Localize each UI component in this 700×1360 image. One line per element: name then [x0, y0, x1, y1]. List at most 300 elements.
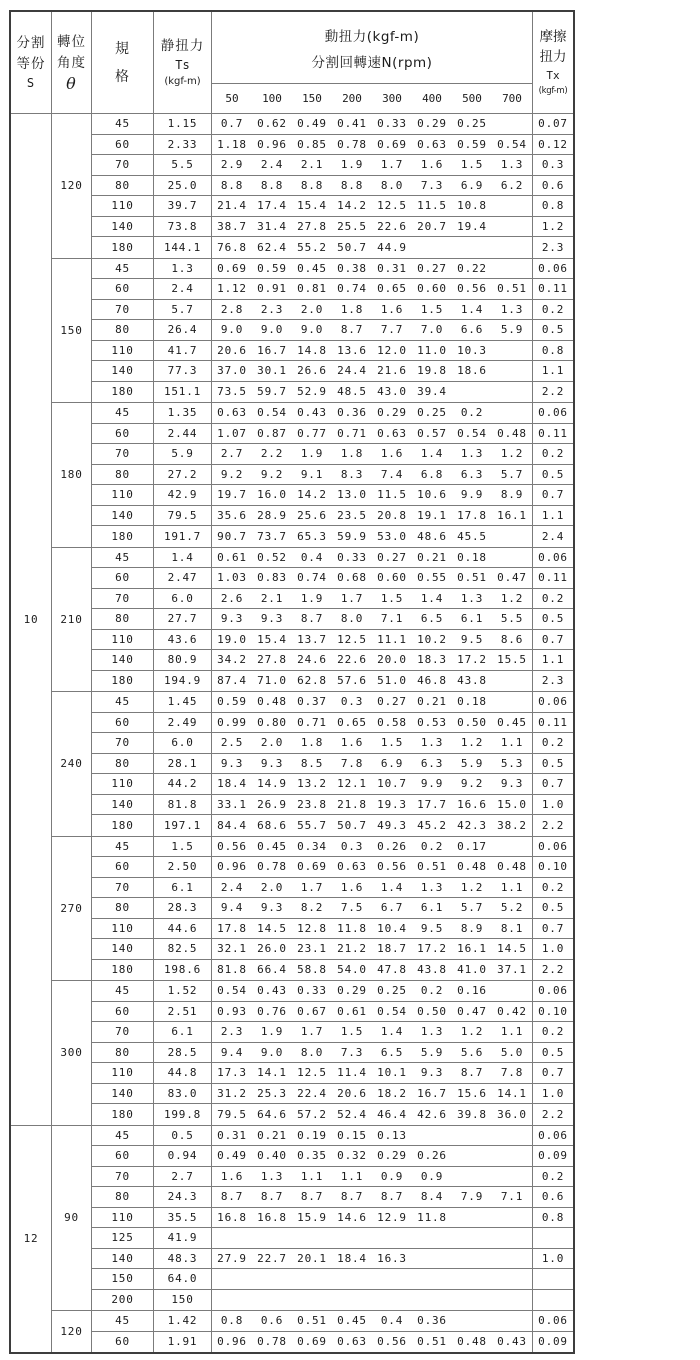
index-angle-cell: 210	[52, 548, 92, 692]
dynamic-torque-value: 7.1	[380, 612, 404, 626]
spec-cell: 45	[92, 548, 154, 568]
dynamic-torque-value: 1.6	[340, 880, 364, 894]
spec-cell: 180	[92, 526, 154, 547]
dynamic-torque-value: 59.9	[337, 529, 367, 543]
spec-cell: 45	[92, 1126, 154, 1146]
dynamic-torque-value: 1.1	[500, 1025, 524, 1039]
dynamic-torque-value: 9.3	[260, 901, 284, 915]
dynamic-torque-value: 0.57	[417, 426, 447, 440]
friction-torque-cell: 0.5	[541, 901, 565, 915]
friction-torque-cell: 0.7	[541, 632, 565, 646]
friction-torque-cell: 0.06	[538, 695, 568, 709]
table-row	[92, 1063, 573, 1084]
dynamic-torque-value: 1.9	[260, 1025, 284, 1039]
dynamic-torque-value: 9.5	[460, 632, 484, 646]
dynamic-torque-value: 7.4	[380, 467, 404, 481]
friction-torque-cell: 2.3	[541, 674, 565, 688]
dynamic-torque-value: 10.8	[457, 199, 487, 213]
spec-cell: 60	[92, 1002, 154, 1022]
dynamic-torque-value: 31.4	[257, 219, 287, 233]
table-row	[92, 754, 573, 775]
dynamic-torque-value: 0.45	[257, 839, 287, 853]
angle-group	[52, 837, 573, 982]
dynamic-torque-value: 1.7	[300, 1025, 324, 1039]
dynamic-torque-value: 90.7	[217, 529, 247, 543]
dynamic-torque-value: 0.51	[297, 1314, 327, 1328]
dynamic-torque-value: 1.4	[380, 880, 404, 894]
dynamic-torque-value: 9.4	[220, 1045, 244, 1059]
dynamic-torque-value: 73.7	[257, 529, 287, 543]
table-row	[92, 1084, 573, 1105]
header-dynamic-torque	[212, 12, 533, 113]
dynamic-torque-cell	[212, 650, 533, 670]
header-static-torque-title: 静扭力	[160, 37, 205, 54]
dynamic-torque-value: 12.5	[377, 199, 407, 213]
dynamic-torque-cell	[212, 671, 533, 692]
dynamic-torque-value: 0.3	[340, 695, 364, 709]
friction-torque-cell: 2.2	[541, 818, 565, 832]
dynamic-torque-value: 1.3	[420, 1025, 444, 1039]
dynamic-torque-value: 5.7	[500, 467, 524, 481]
dynamic-torque-value: 0.29	[337, 984, 367, 998]
dynamic-torque-value: 43.0	[377, 385, 407, 399]
friction-torque-cell: 0.8	[541, 343, 565, 357]
static-torque-cell: 28.3	[154, 898, 212, 918]
static-torque-cell: 77.3	[154, 361, 212, 381]
spec-cell: 110	[92, 485, 154, 505]
static-torque-cell: 1.52	[154, 981, 212, 1001]
header-division-line2: 等份	[16, 55, 46, 72]
dynamic-torque-value: 0.49	[297, 117, 327, 131]
dynamic-torque-value: 0.26	[417, 1149, 447, 1163]
dynamic-torque-cell	[212, 919, 533, 939]
dynamic-torque-value: 22.4	[297, 1086, 327, 1100]
index-angle-cell: 180	[52, 403, 92, 547]
dynamic-torque-value: 0.38	[337, 261, 367, 275]
spec-cell: 140	[92, 217, 154, 237]
dynamic-torque-value: 11.8	[337, 921, 367, 935]
dynamic-torque-value: 1.5	[380, 736, 404, 750]
dynamic-torque-value: 9.3	[220, 612, 244, 626]
dynamic-torque-value: 25.5	[337, 219, 367, 233]
dynamic-torque-value: 5.6	[460, 1045, 484, 1059]
dynamic-torque-value: 20.1	[297, 1251, 327, 1265]
table-row	[92, 485, 573, 506]
dynamic-torque-cell	[212, 713, 533, 733]
dynamic-torque-value: 11.8	[417, 1210, 447, 1224]
friction-torque-cell: 0.6	[541, 178, 565, 192]
dynamic-torque-value: 1.9	[300, 591, 324, 605]
spec-cell: 45	[92, 692, 154, 712]
dynamic-torque-value: 2.7	[220, 447, 244, 461]
table-row	[92, 981, 573, 1002]
static-torque-cell: 42.9	[154, 485, 212, 505]
dynamic-torque-value: 1.3	[460, 591, 484, 605]
dynamic-torque-value: 0.51	[417, 860, 447, 874]
table-row	[92, 1187, 573, 1208]
dynamic-torque-cell	[212, 1063, 533, 1083]
dynamic-torque-value: 48.6	[417, 529, 447, 543]
table-row	[92, 114, 573, 135]
dynamic-torque-value: 2.3	[220, 1025, 244, 1039]
dynamic-torque-cell	[212, 878, 533, 898]
table-row	[92, 671, 573, 692]
friction-torque-cell	[533, 1228, 573, 1248]
dynamic-torque-value: 1.2	[500, 447, 524, 461]
dynamic-torque-value: 53.0	[377, 529, 407, 543]
dynamic-torque-value: 0.96	[217, 1335, 247, 1349]
dynamic-torque-value: 1.3	[420, 880, 444, 894]
friction-torque-cell: 0.7	[541, 1066, 565, 1080]
static-torque-cell: 194.9	[154, 671, 212, 692]
friction-torque-cell: 0.2	[541, 302, 565, 316]
static-torque-cell: 5.5	[154, 155, 212, 175]
rpm-column-label: 200	[342, 92, 362, 105]
dynamic-torque-value: 12.1	[337, 777, 367, 791]
dynamic-torque-value: 1.2	[460, 736, 484, 750]
dynamic-torque-value: 38.2	[497, 818, 527, 832]
table-row	[92, 568, 573, 589]
friction-torque-cell: 0.5	[541, 756, 565, 770]
dynamic-torque-cell	[212, 1290, 533, 1311]
dynamic-torque-value: 0.63	[337, 1335, 367, 1349]
static-torque-cell: 48.3	[154, 1249, 212, 1269]
dynamic-torque-value: 42.3	[457, 818, 487, 832]
dynamic-torque-value: 19.7	[217, 488, 247, 502]
dynamic-torque-value: 21.8	[337, 797, 367, 811]
friction-torque-cell: 0.06	[538, 261, 568, 275]
dynamic-torque-value: 49.3	[377, 818, 407, 832]
friction-torque-cell: 0.06	[538, 1314, 568, 1328]
spec-cell: 45	[92, 259, 154, 279]
dynamic-torque-value: 14.8	[297, 343, 327, 357]
spec-cell: 140	[92, 795, 154, 815]
dynamic-torque-value: 0.15	[337, 1128, 367, 1142]
friction-torque-cell: 0.07	[538, 117, 568, 131]
dynamic-torque-value: 59.7	[257, 385, 287, 399]
dynamic-torque-value: 8.9	[460, 921, 484, 935]
friction-torque-cell: 0.7	[541, 488, 565, 502]
angle-group	[52, 403, 573, 548]
static-torque-cell: 82.5	[154, 939, 212, 959]
rpm-column-label: 700	[502, 92, 522, 105]
dynamic-torque-value: 5.9	[500, 323, 524, 337]
static-torque-cell: 2.50	[154, 857, 212, 877]
friction-torque-cell: 0.8	[541, 1210, 565, 1224]
table-row	[92, 919, 573, 940]
dynamic-torque-value: 31.2	[217, 1086, 247, 1100]
dynamic-torque-value: 1.03	[217, 571, 247, 585]
table-row	[92, 259, 573, 280]
dynamic-torque-value: 5.0	[500, 1045, 524, 1059]
dynamic-torque-value: 24.6	[297, 653, 327, 667]
dynamic-torque-value: 41.0	[457, 963, 487, 977]
group-rows	[92, 259, 573, 403]
dynamic-torque-value: 0.48	[497, 860, 527, 874]
friction-torque-cell: 0.11	[538, 282, 568, 296]
friction-torque-cell: 1.1	[541, 364, 565, 378]
dynamic-torque-cell	[212, 176, 533, 196]
spec-cell: 110	[92, 919, 154, 939]
spec-cell: 180	[92, 960, 154, 981]
dynamic-torque-value: 27.8	[297, 219, 327, 233]
dynamic-torque-value: 0.37	[297, 695, 327, 709]
dynamic-torque-value: 0.43	[297, 406, 327, 420]
dynamic-torque-value: 0.41	[337, 117, 367, 131]
dynamic-torque-value: 6.6	[460, 323, 484, 337]
table-row	[92, 815, 573, 836]
static-torque-cell: 6.1	[154, 1022, 212, 1042]
dynamic-torque-value: 0.48	[497, 426, 527, 440]
dynamic-torque-value: 23.1	[297, 942, 327, 956]
dynamic-torque-value: 21.4	[217, 199, 247, 213]
dynamic-torque-value: 1.4	[420, 591, 444, 605]
dynamic-torque-value: 0.96	[257, 137, 287, 151]
dynamic-torque-value: 7.1	[500, 1190, 524, 1204]
dynamic-torque-value: 16.7	[417, 1086, 447, 1100]
dynamic-torque-value: 14.2	[297, 488, 327, 502]
group-rows	[92, 1126, 573, 1311]
dynamic-torque-value: 0.45	[297, 261, 327, 275]
friction-torque-cell: 1.0	[541, 1086, 565, 1100]
static-torque-cell: 83.0	[154, 1084, 212, 1104]
table-row	[92, 1269, 573, 1290]
table-row	[92, 135, 573, 156]
dynamic-torque-cell	[212, 981, 533, 1001]
static-torque-cell: 79.5	[154, 506, 212, 526]
spec-cell: 70	[92, 1022, 154, 1042]
spec-cell: 140	[92, 506, 154, 526]
friction-torque-cell: 0.06	[538, 984, 568, 998]
header-friction-line2: 扭力	[539, 49, 567, 66]
dynamic-torque-value: 1.3	[260, 1169, 284, 1183]
dynamic-torque-value: 13.0	[337, 488, 367, 502]
table-row	[92, 403, 573, 424]
dynamic-torque-value: 10.3	[457, 343, 487, 357]
dynamic-torque-value: 45.2	[417, 818, 447, 832]
dynamic-torque-cell	[212, 424, 533, 444]
dynamic-torque-value: 18.6	[457, 364, 487, 378]
group-rows	[92, 837, 573, 981]
dynamic-torque-value: 0.22	[457, 261, 487, 275]
friction-torque-cell: 0.5	[541, 323, 565, 337]
spec-cell: 110	[92, 630, 154, 650]
dynamic-torque-cell	[212, 1002, 533, 1022]
spec-cell: 45	[92, 1311, 154, 1331]
friction-torque-cell: 0.11	[538, 426, 568, 440]
dynamic-torque-value: 46.4	[377, 1107, 407, 1121]
dynamic-torque-value: 8.7	[380, 1190, 404, 1204]
table-body	[11, 114, 573, 1352]
dynamic-torque-value: 30.1	[257, 364, 287, 378]
spec-cell: 140	[92, 1249, 154, 1269]
group-rows	[92, 981, 573, 1125]
spec-cell: 180	[92, 815, 154, 836]
friction-torque-cell	[533, 1269, 573, 1289]
angle-group	[52, 1311, 573, 1352]
spec-cell: 60	[92, 279, 154, 299]
static-torque-cell: 6.1	[154, 878, 212, 898]
dynamic-torque-value: 0.71	[297, 715, 327, 729]
dynamic-torque-value: 6.3	[420, 756, 444, 770]
friction-torque-cell: 0.10	[538, 1004, 568, 1018]
dynamic-torque-value: 11.4	[337, 1066, 367, 1080]
dynamic-torque-value: 12.0	[377, 343, 407, 357]
dynamic-torque-value: 1.6	[420, 158, 444, 172]
dynamic-torque-cell	[212, 114, 533, 134]
dynamic-torque-value: 16.1	[457, 942, 487, 956]
group-rows	[92, 692, 573, 836]
dynamic-torque-value: 0.59	[257, 261, 287, 275]
header-dynamic-torque-title: 動扭力(kgf-m)	[324, 28, 420, 45]
dynamic-torque-cell	[212, 630, 533, 650]
dynamic-torque-value: 17.3	[217, 1066, 247, 1080]
dynamic-torque-value: 1.1	[340, 1169, 364, 1183]
index-angle-cell: 90	[52, 1126, 92, 1311]
dynamic-torque-value: 0.17	[457, 839, 487, 853]
dynamic-torque-cell	[212, 526, 533, 547]
dynamic-torque-value: 76.8	[217, 240, 247, 254]
dynamic-torque-value: 2.8	[220, 302, 244, 316]
dynamic-torque-value: 1.5	[380, 591, 404, 605]
dynamic-torque-value: 0.9	[380, 1169, 404, 1183]
dynamic-torque-value: 16.0	[257, 488, 287, 502]
dynamic-torque-value: 0.31	[217, 1128, 247, 1142]
dynamic-torque-value: 1.2	[460, 880, 484, 894]
table-row	[92, 630, 573, 651]
dynamic-torque-cell	[212, 837, 533, 857]
spec-cell: 60	[92, 1146, 154, 1166]
dynamic-torque-value: 0.16	[457, 984, 487, 998]
table-row	[92, 898, 573, 919]
dynamic-torque-value: 51.0	[377, 674, 407, 688]
dynamic-torque-value: 2.4	[220, 880, 244, 894]
dynamic-torque-value: 8.7	[340, 323, 364, 337]
spec-cell: 110	[92, 1208, 154, 1228]
dynamic-torque-value: 0.91	[257, 282, 287, 296]
table-row	[92, 341, 573, 362]
dynamic-torque-value: 25.6	[297, 508, 327, 522]
dynamic-torque-value: 2.0	[300, 302, 324, 316]
friction-torque-cell: 0.8	[541, 199, 565, 213]
dynamic-torque-value: 14.1	[497, 1086, 527, 1100]
spec-cell: 60	[92, 857, 154, 877]
dynamic-torque-cell	[212, 589, 533, 609]
static-torque-cell: 44.2	[154, 774, 212, 794]
header-dynamic-torque-titles	[212, 12, 532, 84]
dynamic-torque-value: 42.6	[417, 1107, 447, 1121]
dynamic-torque-value: 9.0	[220, 323, 244, 337]
dynamic-torque-value: 62.8	[297, 674, 327, 688]
table-row	[92, 548, 573, 569]
dynamic-torque-value: 20.6	[217, 343, 247, 357]
group-rows	[92, 548, 573, 692]
dynamic-torque-value: 8.0	[340, 612, 364, 626]
angle-group	[52, 114, 573, 259]
table-row	[92, 1002, 573, 1023]
static-torque-cell: 73.8	[154, 217, 212, 237]
dynamic-torque-value: 43.8	[457, 674, 487, 688]
dynamic-torque-value: 9.3	[500, 777, 524, 791]
table-row	[92, 237, 573, 258]
dynamic-torque-value: 1.1	[300, 1169, 324, 1183]
static-torque-cell: 41.7	[154, 341, 212, 361]
table-row	[92, 320, 573, 341]
friction-torque-cell: 2.2	[541, 385, 565, 399]
dynamic-torque-value: 13.6	[337, 343, 367, 357]
dynamic-torque-value: 0.19	[297, 1128, 327, 1142]
dynamic-torque-value: 2.1	[300, 158, 324, 172]
table-row	[92, 650, 573, 671]
group-rows	[92, 1311, 573, 1352]
dynamic-torque-value: 6.5	[420, 612, 444, 626]
dynamic-torque-value: 7.0	[420, 323, 444, 337]
header-division-count	[11, 12, 52, 113]
dynamic-torque-value: 0.69	[377, 137, 407, 151]
table-row	[92, 713, 573, 734]
spec-cell: 110	[92, 341, 154, 361]
dynamic-torque-cell	[212, 1311, 533, 1331]
static-torque-cell: 28.1	[154, 754, 212, 774]
angle-groups	[52, 1126, 573, 1353]
dynamic-torque-value: 0.6	[260, 1314, 284, 1328]
dynamic-torque-cell	[212, 568, 533, 588]
dynamic-torque-value: 2.0	[260, 880, 284, 894]
spec-cell: 200	[92, 1290, 154, 1311]
friction-torque-cell: 2.2	[541, 963, 565, 977]
friction-torque-cell: 0.6	[541, 1190, 565, 1204]
dynamic-torque-value: 9.3	[220, 756, 244, 770]
dynamic-torque-value: 26.9	[257, 797, 287, 811]
division-count-cell: 10	[11, 114, 52, 1125]
table-row	[92, 424, 573, 445]
dynamic-torque-value: 1.3	[500, 158, 524, 172]
dynamic-torque-cell	[212, 135, 533, 155]
dynamic-torque-value: 19.3	[377, 797, 407, 811]
table-row	[92, 279, 573, 300]
table-row	[92, 692, 573, 713]
dynamic-torque-value: 6.7	[380, 901, 404, 915]
dynamic-torque-value: 28.9	[257, 508, 287, 522]
friction-torque-cell: 0.7	[541, 777, 565, 791]
table-row	[92, 857, 573, 878]
dynamic-torque-value: 0.69	[217, 261, 247, 275]
static-torque-cell: 5.9	[154, 444, 212, 464]
dynamic-torque-value: 47.8	[377, 963, 407, 977]
dynamic-torque-value: 32.1	[217, 942, 247, 956]
dynamic-torque-value: 57.2	[297, 1107, 327, 1121]
friction-torque-cell: 0.5	[541, 612, 565, 626]
static-torque-cell: 35.5	[154, 1208, 212, 1228]
header-spec-line2: 格	[115, 68, 130, 85]
dynamic-torque-value: 6.1	[420, 901, 444, 915]
table-row	[92, 465, 573, 486]
dynamic-torque-value: 20.7	[417, 219, 447, 233]
division-section	[11, 114, 573, 1126]
angle-groups	[52, 114, 573, 1125]
dynamic-torque-value: 9.3	[420, 1066, 444, 1080]
dynamic-torque-value: 0.50	[417, 1004, 447, 1018]
dynamic-torque-value: 1.8	[300, 736, 324, 750]
table-row	[92, 1208, 573, 1229]
spec-cell: 45	[92, 981, 154, 1001]
static-torque-cell: 1.3	[154, 259, 212, 279]
dynamic-torque-value: 26.0	[257, 942, 287, 956]
dynamic-torque-value: 50.7	[337, 240, 367, 254]
header-rpm-row	[212, 84, 532, 113]
static-torque-cell: 191.7	[154, 526, 212, 547]
dynamic-torque-value: 1.8	[340, 302, 364, 316]
